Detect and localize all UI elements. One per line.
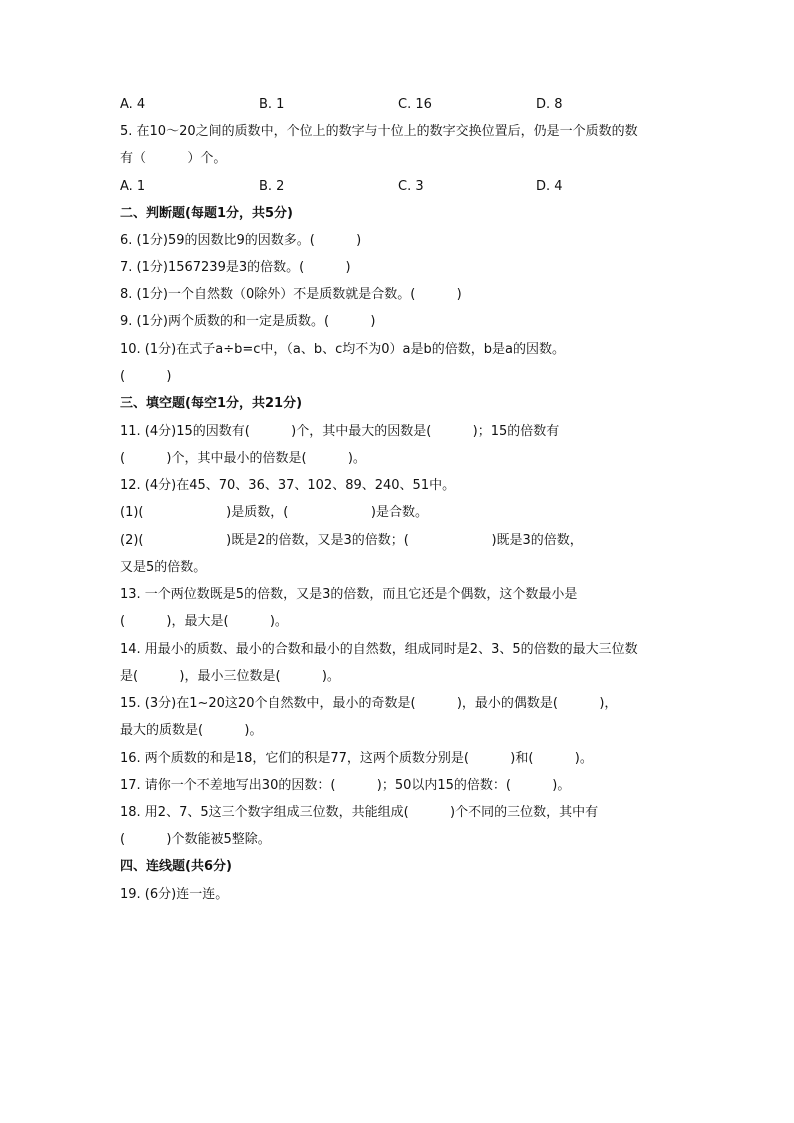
q5-stem-line2: 有（ ）个。 <box>120 151 227 166</box>
q12-text-line3: (2)( )既是2的倍数，又是3的倍数；( )既是3的倍数， <box>120 533 583 548</box>
q4-option-a[interactable]: A. 4 <box>120 97 146 112</box>
q14-text-line2: 是( )，最小三位数是( )。 <box>120 669 340 684</box>
q11-text-line2: ( )个，其中最小的倍数是( )。 <box>120 451 366 466</box>
section-3-title: 三、填空题(每空1分，共21分) <box>120 396 303 411</box>
q4-option-d[interactable]: D. 8 <box>536 97 563 112</box>
q15-text-line1: 15. (3分)在1~20这20个自然数中，最小的奇数是( )，最小的偶数是( )， <box>120 696 618 711</box>
q9-text: 9. (1分)两个质数的和一定是质数。( ) <box>120 314 376 329</box>
q5-option-b[interactable]: B. 2 <box>259 179 285 194</box>
q5-option-c[interactable]: C. 3 <box>398 179 424 194</box>
q7-text: 7. (1分)1567239是3的倍数。( ) <box>120 260 351 275</box>
q4-option-c[interactable]: C. 16 <box>398 97 432 112</box>
q19-text: 19. (6分)连一连。 <box>120 887 229 902</box>
q10-text-line2: ( ) <box>120 369 172 384</box>
q5-stem-line1: 5. 在10～20之间的质数中，个位上的数字与十位上的数字交换位置后，仍是一个质数的数 <box>120 124 638 139</box>
q14-text-line1: 14. 用最小的质数、最小的合数和最小的自然数，组成同时是2、3、5的倍数的最大三位数 <box>120 642 638 657</box>
q4-option-b[interactable]: B. 1 <box>259 97 285 112</box>
q5-option-a[interactable]: A. 1 <box>120 179 146 194</box>
q12-text-line2: (1)( )是质数，( )是合数。 <box>120 505 428 520</box>
q12-text-line4: 又是5的倍数。 <box>120 560 207 575</box>
q13-text-line2: ( )，最大是( )。 <box>120 614 288 629</box>
q11-text-line1: 11. (4分)15的因数有( )个，其中最大的因数是( )；15的倍数有 <box>120 424 560 439</box>
q4-options <box>120 97 680 113</box>
q18-text-line1: 18. 用2、7、5这三个数字组成三位数，共能组成( )个不同的三位数，其中有 <box>120 805 599 820</box>
q12-text-line1: 12. (4分)在45、70、36、37、102、89、240、51中。 <box>120 478 456 493</box>
q5-option-d[interactable]: D. 4 <box>536 179 563 194</box>
q5-options <box>120 179 680 195</box>
q15-text-line2: 最大的质数是( )。 <box>120 723 263 738</box>
q10-text-line1: 10. (1分)在式子a÷b=c中，（a、b、c均不为0）a是b的倍数，b是a的因数。 <box>120 342 565 357</box>
section-2-title: 二、判断题(每题1分，共5分) <box>120 206 293 221</box>
q16-text: 16. 两个质数的和是18，它们的积是77，这两个质数分别是( )和( )。 <box>120 751 593 766</box>
section-4-title: 四、连线题(共6分) <box>120 859 232 874</box>
q18-text-line2: ( )个数能被5整除。 <box>120 832 271 847</box>
q13-text-line1: 13. 一个两位数既是5的倍数，又是3的倍数，而且它还是个偶数，这个数最小是 <box>120 587 578 602</box>
q6-text: 6. (1分)59的因数比9的因数多。( ) <box>120 233 362 248</box>
q8-text: 8. (1分)一个自然数（0除外）不是质数就是合数。( ) <box>120 287 462 302</box>
q17-text: 17. 请你一个不差地写出30的因数：( )；50以内15的倍数：( )。 <box>120 778 571 793</box>
